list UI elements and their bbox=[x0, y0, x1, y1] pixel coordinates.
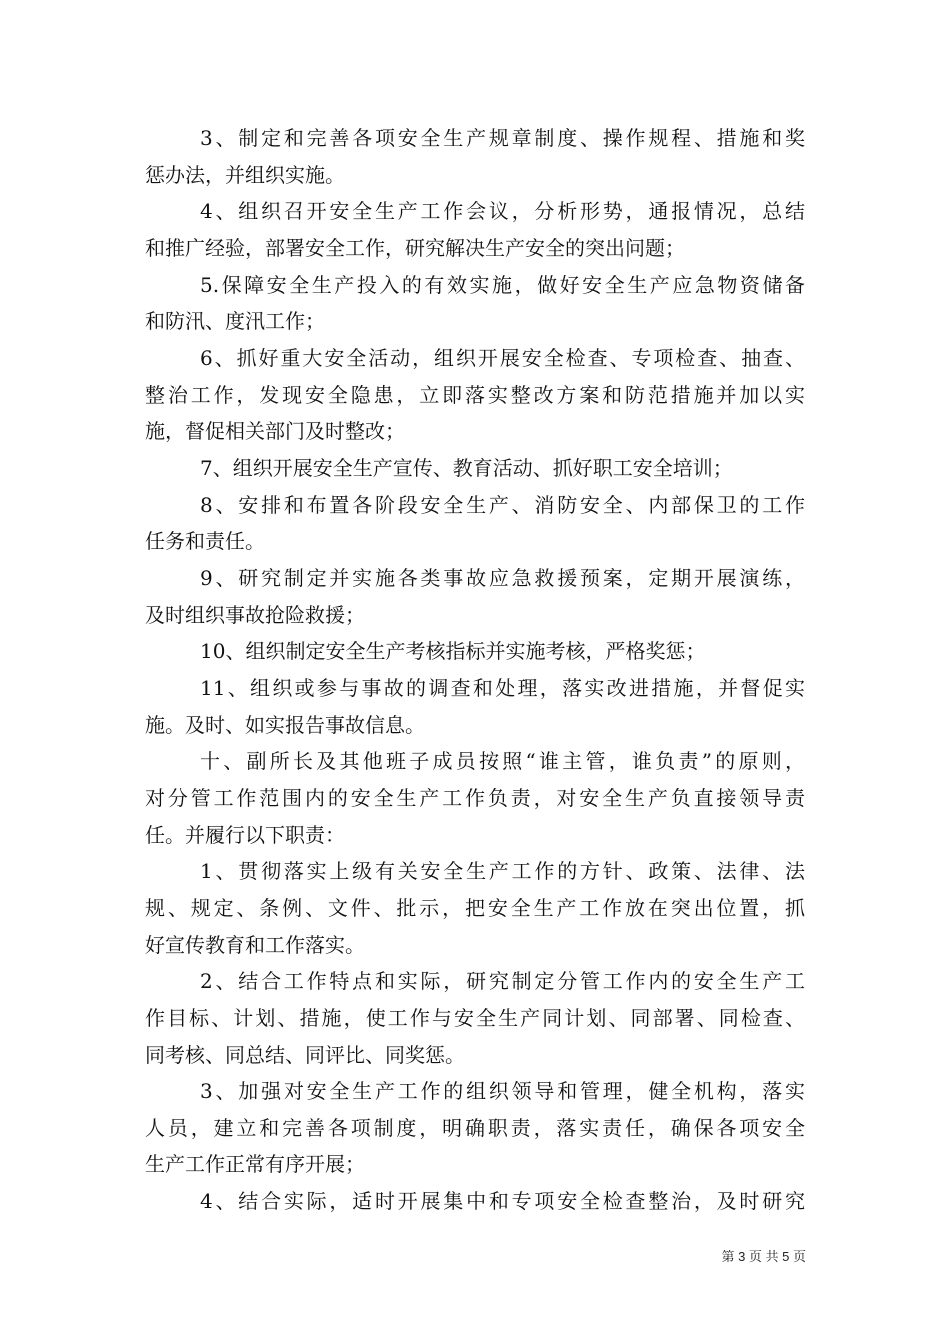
paragraph-line: 及时组织事故抢险救援； bbox=[145, 602, 365, 627]
paragraph-first-line: 十、副所长及其他班子成员按照“谁主管，谁负责”的原则， bbox=[200, 749, 805, 774]
paragraph-first-line: 2、结合工作特点和实际，研究制定分管工作内的安全生产工 bbox=[200, 969, 805, 994]
paragraph-first-line: 4、结合实际，适时开展集中和专项安全检查整治，及时研究 bbox=[200, 1189, 805, 1214]
paragraph-line: 人员，建立和完善各项制度，明确职责，落实责任，确保各项安全 bbox=[145, 1115, 805, 1140]
paragraph-first-line: 9、研究制定并实施各类事故应急救援预案，定期开展演练， bbox=[200, 565, 805, 590]
paragraph-line: 整治工作，发现安全隐患，立即落实整改方案和防范措施并加以实 bbox=[145, 382, 805, 407]
paragraph-line: 施，督促相关部门及时整改； bbox=[145, 419, 405, 444]
paragraph-first-line: 4、组织召开安全生产工作会议，分析形势，通报情况，总结 bbox=[200, 199, 805, 224]
paragraph-line: 规、规定、条例、文件、批示，把安全生产工作放在突出位置，抓 bbox=[145, 895, 805, 920]
paragraph-line: 惩办法，并组织实施。 bbox=[145, 162, 345, 187]
paragraph-first-line: 7、组织开展安全生产宣传、教育活动、抓好职工安全培训； bbox=[200, 455, 733, 480]
page-number-footer: 第 3 页 共 5 页 bbox=[721, 1249, 806, 1264]
paragraph-line: 作目标、计划、措施，使工作与安全生产同计划、同部署、同检查、 bbox=[145, 1005, 805, 1030]
paragraph-first-line: 10、组织制定安全生产考核指标并实施考核，严格奖惩； bbox=[200, 639, 706, 664]
paragraph-line: 好宣传教育和工作落实。 bbox=[145, 932, 365, 957]
paragraph-line: 对分管工作范围内的安全生产工作负责，对安全生产负直接领导责 bbox=[145, 785, 805, 810]
paragraph-first-line: 3、加强对安全生产工作的组织领导和管理，健全机构，落实 bbox=[200, 1079, 805, 1104]
paragraph-line: 和防汛、度汛工作； bbox=[145, 309, 325, 334]
paragraph-line: 施。及时、如实报告事故信息。 bbox=[145, 712, 425, 737]
paragraph-line: 同考核、同总结、同评比、同奖惩。 bbox=[145, 1042, 465, 1067]
paragraph-line: 和推广经验，部署安全工作，研究解决生产安全的突出问题； bbox=[145, 235, 685, 260]
paragraph-first-line: 3、制定和完善各项安全生产规章制度、操作规程、措施和奖 bbox=[200, 126, 805, 150]
paragraph-first-line: 5.保障安全生产投入的有效实施，做好安全生产应急物资储备 bbox=[200, 272, 805, 297]
paragraph-line: 任务和责任。 bbox=[145, 529, 265, 554]
paragraph-first-line: 1、贯彻落实上级有关安全生产工作的方针、政策、法律、法 bbox=[200, 859, 805, 884]
paragraph-line: 生产工作正常有序开展； bbox=[145, 1152, 365, 1177]
paragraph-first-line: 6、抓好重大安全活动，组织开展安全检查、专项检查、抽查、 bbox=[200, 345, 805, 370]
paragraph-first-line: 11、组织或参与事故的调查和处理，落实改进措施，并督促实 bbox=[200, 675, 805, 700]
paragraph-line: 任。并履行以下职责： bbox=[145, 822, 345, 847]
paragraph-first-line: 8、安排和布置各阶段安全生产、消防安全、内部保卫的工作 bbox=[200, 492, 805, 517]
